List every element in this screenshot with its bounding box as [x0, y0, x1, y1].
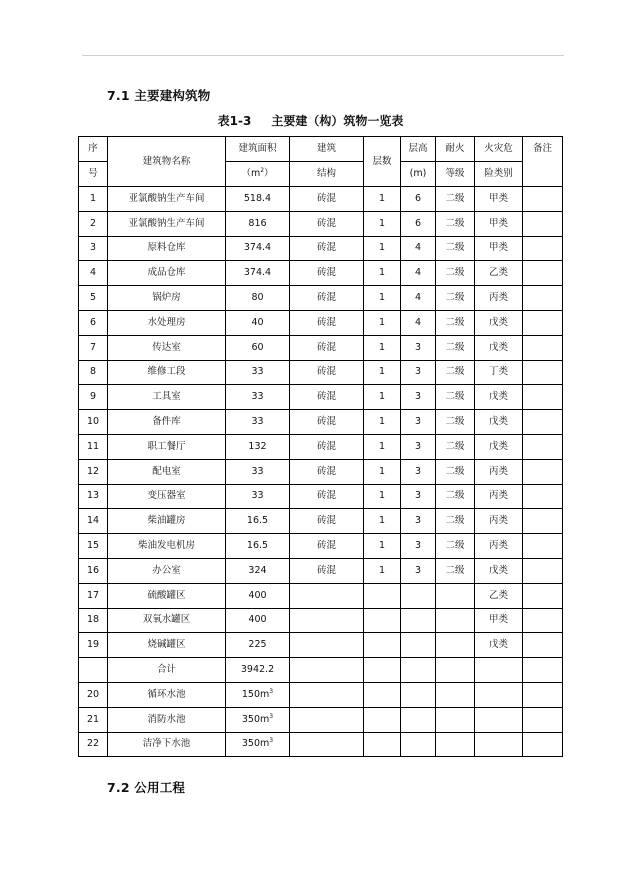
- cell-struct: 砖混: [290, 434, 364, 459]
- cell-area-sup: 3: [269, 687, 274, 695]
- cell-floors: 1: [364, 484, 401, 509]
- cell-no: 11: [79, 434, 108, 459]
- header-floors: 层数: [364, 137, 401, 187]
- cell-floors: 1: [364, 360, 401, 385]
- table-row: [79, 558, 563, 583]
- cell-name: 配电室: [108, 459, 226, 484]
- cell-area-sup: 3: [269, 712, 274, 720]
- cell-hazard: 乙类: [475, 583, 523, 608]
- cell-fire: 二级: [436, 410, 475, 435]
- cell-hazard: 戊类: [475, 633, 523, 658]
- table-row: [79, 583, 563, 608]
- cell-struct: 砖混: [290, 286, 364, 311]
- cell-struct: [290, 633, 364, 658]
- cell-hazard: [475, 682, 523, 707]
- cell-floors: [364, 658, 401, 683]
- header-row-top: [79, 137, 563, 162]
- cell-area: 374.4: [226, 261, 290, 286]
- cell-struct: 砖混: [290, 261, 364, 286]
- cell-name: 水处理房: [108, 310, 226, 335]
- cell-area: [226, 707, 290, 732]
- cell-area: 400: [226, 583, 290, 608]
- cell-no: 3: [79, 236, 108, 261]
- cell-hazard: 戊类: [475, 410, 523, 435]
- header-area-top: 建筑面积: [226, 137, 290, 162]
- cell-remark: [523, 682, 563, 707]
- cell-hazard: 甲类: [475, 608, 523, 633]
- cell-hazard: 甲类: [475, 236, 523, 261]
- cell-struct: 砖混: [290, 335, 364, 360]
- cell-struct: 砖混: [290, 211, 364, 236]
- cell-height: 4: [401, 286, 436, 311]
- cell-floors: 1: [364, 286, 401, 311]
- cell-floors: 1: [364, 236, 401, 261]
- cell-fire: 二级: [436, 484, 475, 509]
- cell-height: 6: [401, 187, 436, 212]
- cell-remark: [523, 211, 563, 236]
- cell-floors: 1: [364, 434, 401, 459]
- cell-height: 4: [401, 236, 436, 261]
- buildings-table: [78, 136, 563, 757]
- cell-fire: [436, 732, 475, 757]
- table-row: [79, 459, 563, 484]
- cell-hazard: 乙类: [475, 261, 523, 286]
- table-row: [79, 310, 563, 335]
- cell-hazard: [475, 658, 523, 683]
- cell-fire: 二级: [436, 187, 475, 212]
- cell-remark: [523, 310, 563, 335]
- cell-name: 锅炉房: [108, 286, 226, 311]
- cell-struct: 砖混: [290, 385, 364, 410]
- cell-fire: 二级: [436, 558, 475, 583]
- cell-floors: 1: [364, 261, 401, 286]
- table-row: [79, 534, 563, 559]
- cell-area: 16.5: [226, 509, 290, 534]
- cell-floors: [364, 732, 401, 757]
- header-area-sup: 2: [260, 166, 265, 174]
- cell-area: [226, 732, 290, 757]
- cell-no: 15: [79, 534, 108, 559]
- cell-area-value: 350m: [241, 713, 270, 725]
- cell-name: 合计: [108, 658, 226, 683]
- table-row: [79, 658, 563, 683]
- cell-struct: [290, 608, 364, 633]
- cell-struct: 砖混: [290, 236, 364, 261]
- cell-fire: [436, 682, 475, 707]
- table-row: [79, 360, 563, 385]
- cell-name: 硫酸罐区: [108, 583, 226, 608]
- table-row: [79, 410, 563, 435]
- cell-height: 3: [401, 534, 436, 559]
- cell-remark: [523, 360, 563, 385]
- cell-remark: [523, 385, 563, 410]
- cell-remark: [523, 261, 563, 286]
- cell-hazard: 戊类: [475, 434, 523, 459]
- cell-name: 办公室: [108, 558, 226, 583]
- cell-area: 16.5: [226, 534, 290, 559]
- cell-fire: [436, 633, 475, 658]
- header-height-bottom: (m): [401, 162, 436, 187]
- cell-floors: 1: [364, 410, 401, 435]
- header-remark: 备注: [523, 137, 563, 187]
- cell-area: 132: [226, 434, 290, 459]
- cell-no: 12: [79, 459, 108, 484]
- cell-remark: [523, 707, 563, 732]
- cell-no: 13: [79, 484, 108, 509]
- cell-floors: 1: [364, 310, 401, 335]
- cell-no: 7: [79, 335, 108, 360]
- cell-hazard: [475, 707, 523, 732]
- cell-no: 5: [79, 286, 108, 311]
- cell-remark: [523, 459, 563, 484]
- cell-remark: [523, 608, 563, 633]
- cell-hazard: 丙类: [475, 286, 523, 311]
- cell-remark: [523, 484, 563, 509]
- cell-name: 柴油罐房: [108, 509, 226, 534]
- cell-name: 烧碱罐区: [108, 633, 226, 658]
- cell-floors: [364, 682, 401, 707]
- cell-fire: 二级: [436, 459, 475, 484]
- cell-hazard: 丙类: [475, 459, 523, 484]
- cell-hazard: 戊类: [475, 310, 523, 335]
- cell-floors: 1: [364, 509, 401, 534]
- table-row: [79, 732, 563, 757]
- header-index-top: 序: [79, 137, 108, 162]
- cell-area: 33: [226, 410, 290, 435]
- cell-remark: [523, 187, 563, 212]
- cell-no: 18: [79, 608, 108, 633]
- table-row: [79, 707, 563, 732]
- table-row: [79, 211, 563, 236]
- cell-height: [401, 633, 436, 658]
- cell-struct: 砖混: [290, 360, 364, 385]
- cell-floors: 1: [364, 534, 401, 559]
- table-row: [79, 261, 563, 286]
- cell-remark: [523, 509, 563, 534]
- cell-no: 21: [79, 707, 108, 732]
- cell-no: 17: [79, 583, 108, 608]
- cell-height: [401, 658, 436, 683]
- header-area-unit: （m: [241, 168, 261, 179]
- cell-area: 80: [226, 286, 290, 311]
- cell-floors: 1: [364, 187, 401, 212]
- cell-name: 消防水池: [108, 707, 226, 732]
- cell-struct: [290, 682, 364, 707]
- cell-area-sup: 3: [269, 737, 274, 745]
- cell-no: 10: [79, 410, 108, 435]
- cell-remark: [523, 558, 563, 583]
- header-hazard-bottom: 险类别: [475, 162, 523, 187]
- cell-height: 4: [401, 261, 436, 286]
- cell-height: [401, 707, 436, 732]
- table-row: [79, 335, 563, 360]
- table-row: [79, 509, 563, 534]
- cell-remark: [523, 658, 563, 683]
- cell-fire: 二级: [436, 509, 475, 534]
- cell-area: 400: [226, 608, 290, 633]
- table-row: [79, 385, 563, 410]
- cell-hazard: 丁类: [475, 360, 523, 385]
- cell-struct: [290, 732, 364, 757]
- cell-struct: 砖混: [290, 187, 364, 212]
- table-caption-number: 表1-3: [217, 114, 252, 128]
- cell-remark: [523, 410, 563, 435]
- cell-fire: 二级: [436, 261, 475, 286]
- cell-floors: 1: [364, 335, 401, 360]
- cell-struct: [290, 707, 364, 732]
- cell-area: 33: [226, 385, 290, 410]
- cell-height: 3: [401, 385, 436, 410]
- cell-remark: [523, 236, 563, 261]
- cell-height: [401, 608, 436, 633]
- cell-area: [226, 682, 290, 707]
- cell-height: 3: [401, 459, 436, 484]
- cell-hazard: 甲类: [475, 211, 523, 236]
- cell-area: 374.4: [226, 236, 290, 261]
- cell-no: 8: [79, 360, 108, 385]
- header-height-top: 层高: [401, 137, 436, 162]
- cell-name: 亚氯酸钠生产车间: [108, 211, 226, 236]
- cell-area: 33: [226, 360, 290, 385]
- cell-area: 33: [226, 484, 290, 509]
- cell-name: 传达室: [108, 335, 226, 360]
- cell-area: 60: [226, 335, 290, 360]
- cell-no: 20: [79, 682, 108, 707]
- table-row: [79, 434, 563, 459]
- cell-no: 4: [79, 261, 108, 286]
- cell-fire: 二级: [436, 211, 475, 236]
- table-row: [79, 187, 563, 212]
- cell-floors: 1: [364, 385, 401, 410]
- cell-remark: [523, 633, 563, 658]
- cell-fire: [436, 658, 475, 683]
- header-area-bottom: [226, 162, 290, 187]
- cell-height: [401, 682, 436, 707]
- cell-height: 3: [401, 558, 436, 583]
- cell-floors: 1: [364, 459, 401, 484]
- header-rule: [82, 55, 564, 56]
- cell-remark: [523, 583, 563, 608]
- cell-name: 维修工段: [108, 360, 226, 385]
- cell-fire: 二级: [436, 286, 475, 311]
- cell-struct: 砖混: [290, 534, 364, 559]
- cell-struct: 砖混: [290, 310, 364, 335]
- cell-height: 3: [401, 509, 436, 534]
- cell-fire: [436, 583, 475, 608]
- cell-no: 9: [79, 385, 108, 410]
- cell-name: 原料仓库: [108, 236, 226, 261]
- cell-struct: 砖混: [290, 410, 364, 435]
- cell-fire: 二级: [436, 385, 475, 410]
- cell-hazard: [475, 732, 523, 757]
- cell-hazard: 丙类: [475, 484, 523, 509]
- cell-no: 1: [79, 187, 108, 212]
- section-7-2-title: 7.2 公用工程: [107, 780, 186, 795]
- cell-name: 双氧水罐区: [108, 608, 226, 633]
- table-caption: [0, 112, 621, 129]
- cell-hazard: 戊类: [475, 385, 523, 410]
- table-row: [79, 286, 563, 311]
- cell-fire: 二级: [436, 310, 475, 335]
- cell-height: 3: [401, 360, 436, 385]
- header-fire-top: 耐火: [436, 137, 475, 162]
- cell-struct: [290, 658, 364, 683]
- cell-remark: [523, 335, 563, 360]
- cell-area: 518.4: [226, 187, 290, 212]
- header-struct-top: 建筑: [290, 137, 364, 162]
- cell-fire: 二级: [436, 236, 475, 261]
- cell-fire: 二级: [436, 360, 475, 385]
- cell-height: 3: [401, 410, 436, 435]
- header-index-bottom: 号: [79, 162, 108, 187]
- cell-remark: [523, 286, 563, 311]
- cell-struct: [290, 583, 364, 608]
- cell-height: [401, 583, 436, 608]
- table-row: [79, 484, 563, 509]
- cell-struct: 砖混: [290, 509, 364, 534]
- cell-name: 洁净下水池: [108, 732, 226, 757]
- header-name: 建筑物名称: [108, 137, 226, 187]
- table-row: [79, 608, 563, 633]
- cell-area: 40: [226, 310, 290, 335]
- cell-struct: 砖混: [290, 459, 364, 484]
- header-hazard-top: 火灾危: [475, 137, 523, 162]
- cell-floors: 1: [364, 211, 401, 236]
- cell-no: [79, 658, 108, 683]
- cell-name: 职工餐厅: [108, 434, 226, 459]
- cell-floors: 1: [364, 558, 401, 583]
- cell-name: 工具室: [108, 385, 226, 410]
- cell-remark: [523, 732, 563, 757]
- cell-area-value: 350m: [241, 738, 270, 750]
- cell-name: 备件库: [108, 410, 226, 435]
- cell-area: 3942.2: [226, 658, 290, 683]
- header-fire-bottom: 等级: [436, 162, 475, 187]
- cell-height: 3: [401, 434, 436, 459]
- cell-height: [401, 732, 436, 757]
- table-row: [79, 236, 563, 261]
- cell-fire: 二级: [436, 534, 475, 559]
- cell-area: 816: [226, 211, 290, 236]
- cell-height: 3: [401, 335, 436, 360]
- table-caption-title: 主要建（构）筑物一览表: [271, 114, 404, 128]
- cell-floors: [364, 608, 401, 633]
- cell-no: 22: [79, 732, 108, 757]
- header-struct-bottom: 结构: [290, 162, 364, 187]
- cell-name: 变压器室: [108, 484, 226, 509]
- section-7-1-title: 7.1 主要建构筑物: [107, 88, 211, 103]
- cell-hazard: 戊类: [475, 335, 523, 360]
- cell-name: 循环水池: [108, 682, 226, 707]
- table-row: [79, 682, 563, 707]
- cell-area: 324: [226, 558, 290, 583]
- cell-remark: [523, 534, 563, 559]
- cell-area: 225: [226, 633, 290, 658]
- cell-height: 4: [401, 310, 436, 335]
- cell-struct: 砖混: [290, 558, 364, 583]
- cell-fire: [436, 608, 475, 633]
- cell-floors: [364, 633, 401, 658]
- cell-hazard: 丙类: [475, 534, 523, 559]
- cell-fire: 二级: [436, 434, 475, 459]
- cell-hazard: 丙类: [475, 509, 523, 534]
- cell-area: 33: [226, 459, 290, 484]
- cell-name: 柴油发电机房: [108, 534, 226, 559]
- cell-fire: [436, 707, 475, 732]
- cell-no: 16: [79, 558, 108, 583]
- cell-area-value: 150m: [241, 688, 270, 700]
- cell-name: 亚氯酸钠生产车间: [108, 187, 226, 212]
- cell-fire: 二级: [436, 335, 475, 360]
- cell-no: 19: [79, 633, 108, 658]
- cell-remark: [523, 434, 563, 459]
- table-row: [79, 633, 563, 658]
- cell-height: 6: [401, 211, 436, 236]
- header-area-close: ）: [264, 168, 274, 179]
- cell-no: 14: [79, 509, 108, 534]
- cell-struct: 砖混: [290, 484, 364, 509]
- cell-hazard: 戊类: [475, 558, 523, 583]
- cell-no: 6: [79, 310, 108, 335]
- cell-height: 3: [401, 484, 436, 509]
- cell-hazard: 甲类: [475, 187, 523, 212]
- cell-floors: [364, 707, 401, 732]
- cell-floors: [364, 583, 401, 608]
- cell-no: 2: [79, 211, 108, 236]
- cell-name: 成品仓库: [108, 261, 226, 286]
